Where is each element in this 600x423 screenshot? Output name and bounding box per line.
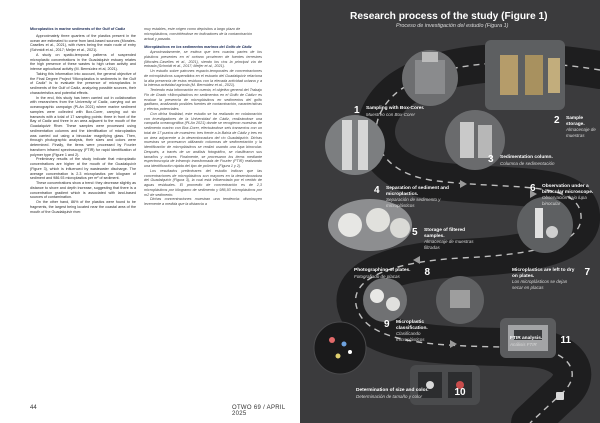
spanish-column (144, 27, 262, 207)
step-number: 5 (412, 227, 418, 238)
step-2 (554, 116, 598, 138)
paragraph: Dichas concentraciones muestran una tendencia: disminuyen levemente a medida que la distancia a (144, 197, 262, 206)
paragraph: On the other hand, 86% of the plastics were found to be fragments, the largest being located near the coastal area of the mouth of the Guadalquivir river. (30, 200, 136, 214)
paragraph: Aproximadamente, se estima que tres cuartas partes de los plásticos presentes en el océano provienen de fuentes terrestres (Morales-Caselles et al., 2021), siendo los ríos la principal vía de entrada (Schmidt et al., 2017; Meijer et al., 2021). (144, 50, 262, 69)
photo-sampling (402, 50, 458, 106)
paragraph: Los resultados preliminares del estudio indican que las concentraciones de microplásticos son mayores en la desembocadura del Guadalquivir (Figura 3), la cual está influenciada por el vertido de aguas residuales. El promedio de concentración es de 2,3 microplásticos por kilogramo de sedimento y 986,93 microplásticos por m2 de sedimento. (144, 168, 262, 197)
step-label: Observation under a binocular microscope. (542, 184, 594, 195)
step-label-es: Separación de sedimento y microplásticos (386, 197, 441, 208)
paragraph: Teniendo esta información en cuenta, el objetivo general del Trabajo Fin de Grado «Microplásticos en sedimentos en el Golfo de Cádiz» es evaluar la presencia de microplásticos en sedimentos del golfo gaditano, analizando posibles fuentes de contaminación, características y efectos potenciales. (144, 88, 262, 111)
step-label: Sample storage. (566, 116, 585, 127)
step-label: Determination of size and color. (356, 388, 429, 393)
step-11 (510, 336, 600, 354)
photo-storage (485, 40, 565, 110)
publication-logo (556, 392, 564, 400)
step-label: FTIR analysis. (510, 336, 543, 341)
photo-sedimentation-column (325, 115, 385, 175)
step-3 (488, 155, 592, 173)
step-10 (356, 388, 476, 406)
step-label-es: Almacenaje de muestras filtradas (424, 239, 474, 250)
step-5 (412, 228, 482, 250)
step-number: 3 (488, 154, 494, 165)
paragraph: Un estudio sobre patrones espacio-temporales de concentraciones de microplásticos suspendidos en el estuario del Guadalquivir relaciona la alta presencia de estos residuos con la elevada actividad urbana y a la intensa actividad agrícola (M. Bermúdez et al., 2021). (144, 69, 262, 88)
step-7 (512, 268, 598, 290)
step-4 (374, 186, 466, 208)
step-label-es: Muestreo con Box-Corer (366, 111, 416, 117)
step-8 (354, 268, 444, 286)
paragraph: Con dicha finalidad, este estudio se ha realizado en colaboración con investigadores de la Universidad de Cádiz, realizándose una campaña oceanográfica (PLAn 2021) donde se recogieron muestras de sedimento marino con Box-Corer, efectuándose seis transectos con un total de 17 puntos de muestreo: tres frente a la Bahía de Cádiz y tres en un área adyacente a la desembocadura del río Guadalquivir. Dichas muestras se procesaron utilizando columnas de sedimentación y la identificación de microplásticos se realizó usando una lupa binocular. Después, a través de un análisis fotográfico, se clasificaron sus tamaños y colores. Finalmente, se procesaron los ítems mediante espectroscopía de infrarrojo transformada de Fourier (FTIR) realizando una identificación rápida del tipo de polímero (Figura 1 y 2). (144, 111, 262, 168)
step-label: Sampling with Box-Corer. (366, 106, 425, 111)
step-number: 4 (374, 185, 380, 196)
step-number: 10 (454, 387, 466, 398)
section-heading: Microplastics in marine sediments of the Gulf of Cadiz (30, 27, 126, 31)
step-label: Storage of filtered samples. (424, 228, 466, 239)
step-number: 11 (560, 335, 572, 346)
photo-classification (314, 322, 366, 374)
step-number: 9 (384, 319, 390, 330)
step-number: 1 (354, 105, 360, 116)
paragraph: muy estables, este origen como depósitos a largo plazo de microplásticos, convirtiéndose en indicadores de la contaminación actual y pasada. (144, 27, 253, 41)
paragraph: A study on spatio-temporal patterns of suspended microplastic concentrations in the Guadalquivir estuary relates the high presence of these wastes to high urban activity and intense agricultural activity (M. Bermúdez et al, 2021). (30, 52, 136, 71)
step-label: Sedimentation column. (500, 155, 553, 160)
step-label-es: Los microplásticos se dejan secar en placas (512, 279, 568, 290)
step-label: Photographing of plates. (354, 268, 411, 273)
step-number: 8 (424, 267, 431, 278)
step-9 (384, 320, 464, 342)
step-label: Microplastic classification. (396, 320, 428, 331)
step-label-es: Análisis FTIR (510, 341, 537, 347)
figure-title: Research process of the study (Figure 1) (350, 11, 548, 22)
figure-subtitle: Proceso de investigación del estudio (Figura 1) (396, 23, 509, 29)
paragraph: These concentrations show a trend: they decrease slightly as distance to shore and depth increase, suggesting that there is a concentration gradient which is associated with land-based sources of contamination. (30, 181, 136, 200)
paragraph: Preliminary results of the study indicate that microplastic concentrations are higher at the mouth of the Guadalquivir (Figure 3), which is influenced by wastewater discharge. The average concentration is 2.3 microplastics per kilogram of sediment and 986.93 microplastics per m² of sediment. (30, 157, 136, 181)
issue-label: OTWO 69 / APRIL 2025 (232, 405, 286, 417)
paragraph: Approximately three quarters of the plastics present in the ocean are estimated to come from land-based sources (Morales-Caselles et al., 2021), with rivers being the main route of entry (Schmidt et al., 2017; Meijer et al., 2021). (30, 33, 136, 52)
english-column (30, 27, 136, 214)
step-1 (354, 106, 474, 124)
page-number: 44 (30, 405, 37, 411)
paragraph: In the end, this study has been carried out in collaboration with researchers from the University of Cadiz, carrying out an oceanographic campaign (PLAn 2021) where marine sediment samples were collected with Box-Corer, carrying out six transects with a total of 17 sampling points: three in front of the Bay of Cadiz and three in an area adjacent to the mouth of the Guadalquivir River. These samples were processed using sedimentation columns and the identification of microplastics was carried out using a binocular magnifying glass. Then, through photographic analysis, their sizes and colors were determined. Finally, the items were processed by Fourier transform infrared spectroscopy (FTIR) for rapid identification of polymer type (Figure 1 and 2). (30, 95, 136, 157)
step-label: Separation of sediment and microplastics. (386, 186, 449, 197)
step-label-es: Determinación de tamaño y color (356, 393, 423, 399)
step-number: 2 (554, 115, 560, 126)
right-page (300, 0, 600, 423)
step-label-es: Clasificando microplásticos (396, 331, 425, 342)
process-road-illustration (300, 0, 600, 423)
step-label-es: Columna de sedimentación (500, 160, 555, 166)
step-label-es: Fotografiado de placas (354, 273, 400, 279)
step-label-es: Almacenaje de muestras (566, 127, 596, 138)
step-number: 7 (584, 267, 591, 278)
step-label: Microplastics are left to dry on plates. (512, 268, 575, 279)
step-number: 6 (530, 183, 536, 194)
section-heading: Microplásticos en los sedimentos marinos del Golfo de Cádiz (144, 45, 252, 50)
step-6 (530, 184, 598, 206)
step-label-es: Observación bajo lupa binocular (542, 195, 587, 206)
paragraph: Taking this information into account, the general objective of the Final Degree Project “Microplastics in sediments in the Gulf of Cadiz” is to evaluate the presence of microplastics in sediments of the Gulf of Cadiz, analyzing possible sources, their characteristics and potential effects. (30, 71, 136, 95)
